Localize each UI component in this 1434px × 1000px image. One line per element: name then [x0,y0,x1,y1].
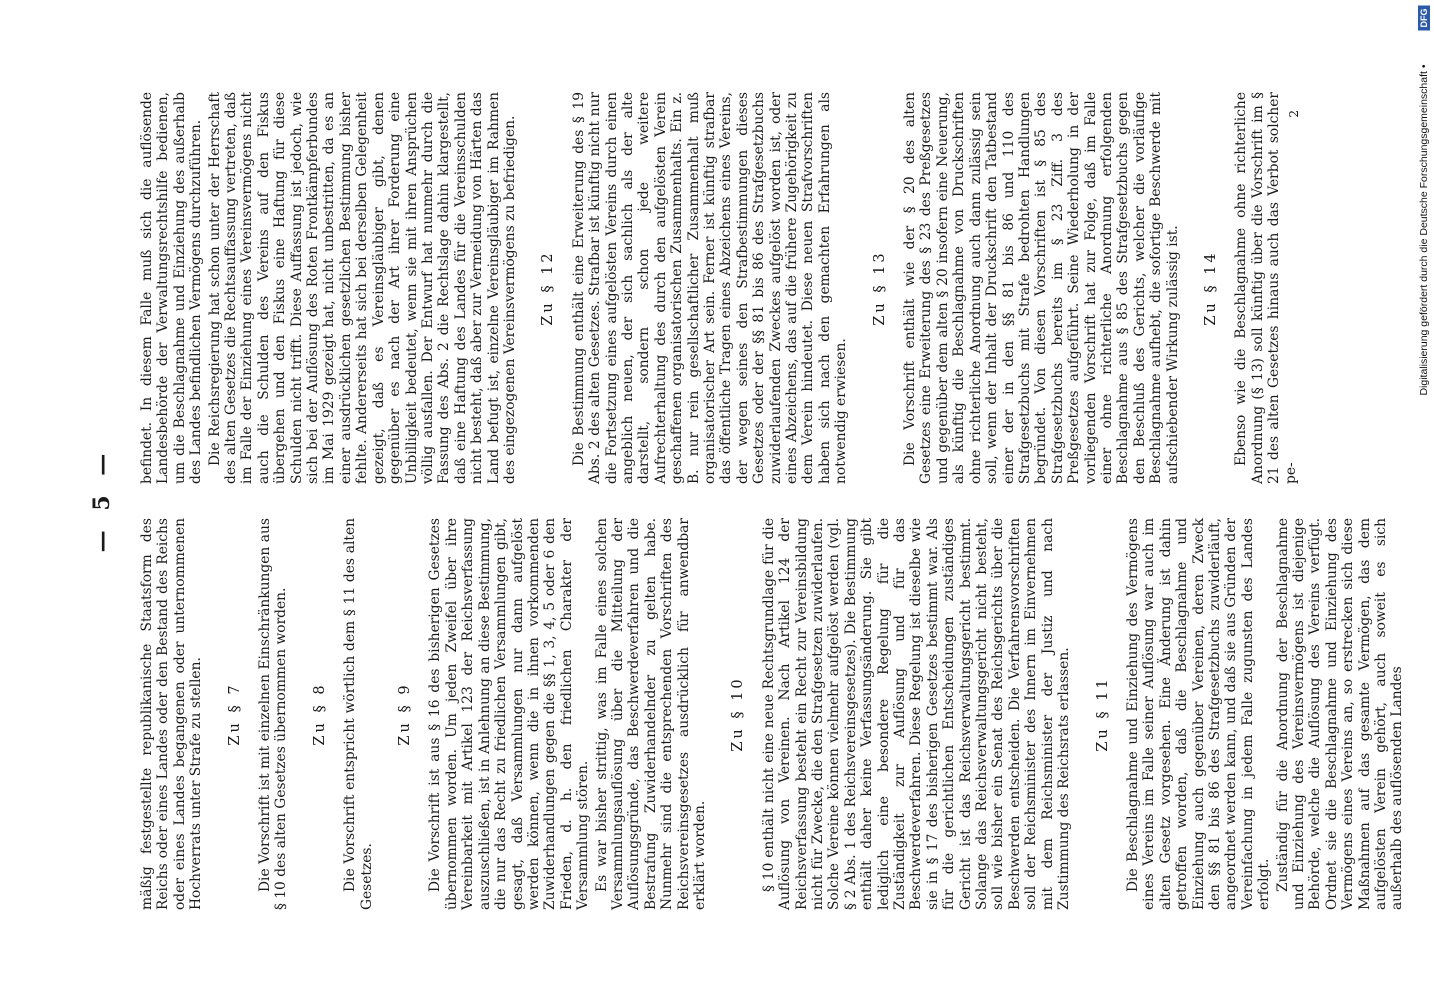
paragraph: Ebenso wie die Beschlagnahme ohne richterliche Anordnung (§ 13) soll künftig über die Vorschrift im § 21 des alten Gesetzes hinaus auch das Verbot solcher pe- [1233,92,1299,484]
paragraph: Die Reichsregierung hat schon unter der Herrschaft des alten Gesetzes die Rechtsauffassung vertreten, daß im Falle der Einziehung eines Vereinsvermögens nicht auch die Schulden des Vereins auf den Fiskus übergehen und den Fiskus eine Haftung für diese Schulden nicht trifft. Diese Auffassung ist jedoch, wie sich bei der Auflösung des Roten Frontkämpferbundes im Mai 1929 gezeigt hat, nicht unbestritten, da es an einer ausdrücklichen gesetzlichen Bestimmung bisher fehlte. Andererseits hat sich bei derselben Gelegenheit gezeigt, daß es Vereinsgläubiger gibt, denen gegenüber es nach der Art ihrer Forderung eine Unbilligkeit bedeutet, wenn sie mit ihren Ansprüchen völlig ausfallen. Der Entwurf hat nunmehr durch die Fassung des Abs. 2 die Rechtslage dahin klargestellt, daß eine Haftung des Landes für die Vereinsschulden nicht besteht, daß aber zur Vermeidung von Härten das Land befugt ist, einzelne Vereinsgläubiger im Rahmen des eingezogenen Vereinsvermögens zu befriedigen. [206,92,518,484]
sheet-signature: 2 [1287,110,1301,118]
paragraph: Die Bestimmung enthält eine Erweiterung des § 19 Abs. 2 des alten Gesetzes. Strafbar ist künftig nicht nur die Fortsetzung eines aufgelösten Vereins durch einen angeblich neuen, der sich sachlich als der alte darstellt, sondern schon jede weitere Aufrechterhaltung des durch den aufgelösten Verein geschaffenen organisatorischen Zusammenhalts. Ein z. B. nur rein gesellschaftlicher Zusammenhalt muß organisatorischer Art sein. Ferner ist künftig strafbar das öffentliche Tragen eines Abzeichens eines Vereins, der wegen seines den Strafbestimmungen dieses Gesetzes oder der §§ 81 bis 86 des Strafgesetzbuchs zuwiderlaufenden Zweckes aufgelöst worden ist, oder eines Abzeichens, das auf die frühere Zugehörigkeit zu dem Verein hindeutet. Diese neuen Strafvorschriften haben sich nach den gemachten Erfahrungen als notwendig erwiesen. [570,92,850,484]
paragraph: Zuständig für die Anordnung der Beschlagnahme und Einziehung des Vereinsvermögens ist diejenige Behörde, welche die Auflösung des Vereins verfügt. Ordnet sie die Beschlagnahme und Einziehung des Vermögens eines Vereins an, so erstrecken sich diese Maßnahmen auf das gesamte Vermögen, das dem aufgelösten Verein gehört, auch soweit es sich außerhalb des auflösenden Landes [1274,518,1406,910]
paragraph: Die Vorschrift enthält wie der § 20 des alten Gesetzes eine Erweiterung des § 23 des Preßgesetzes und gegenüber dem alten § 20 insofern eine Neuerung, als künftig die Beschlagnahme von Druckschriften ohne richterliche Anordnung auch dann zulässig sein soll, wenn der Inhalt der Druckschrift den Tatbestand einer der in den §§ 81 bis 86 und 110 des Strafgesetzbuchs mit Strafe bedrohten Handlungen begründet. Von diesen Vorschriften ist § 85 des Strafgesetzbuchs bereits im § 23 Ziff. 3 des Preßgesetzes aufgeführt. Seine Wiederholung in der vorliegenden Vorschrift hat zur Folge, daß im Falle einer ohne richterliche Anordnung erfolgenden Beschlagnahme aus § 85 des Strafgesetzbuchs gegen den Beschluß des Gerichts, welcher die vorläufige Beschlagnahme aufhebt, die sofortige Beschwerde mit aufschiebender Wirkung zulässig ist. [902,92,1181,484]
section-heading-11: Zu § 11 [1094,676,1111,752]
left-column [139,518,1406,910]
paragraph: Es war bisher strittig, was im Falle eines solchen Versammlungsauflösung über die Mitteilung der Auflösungsgründe, das Beschwerdeverfahren und die Bestrafung Zuwiderhandelnder zu gelten habe. Nunmehr sind die entsprechenden Vorschriften des Reichsvereinsgesetzes ausdrücklich für anwendbar erklärt worden. [593,518,708,910]
right-column [139,92,1299,484]
section-heading-9: Zu § 9 [397,682,414,746]
section-heading-13: Zu § 13 [871,250,888,326]
digitization-credit-text: Digitalisierung gefördert durch die Deutsche Forschungsgemeinschaft • [1418,64,1430,396]
page-number-header: — 5 — [89,447,115,553]
section-heading-14: Zu § 14 [1202,250,1219,326]
paragraph: Die Vorschrift ist aus § 16 des bisherigen Gesetzes übernommen worden. Um jeden Zweifel über ihre Vereinbarkeit mit Artikel 123 der Reichsverfassung auszuschließen, ist in Anlehnung an diese Bestimmung, die nur das Recht zu friedlichen Versammlungen gibt, gesagt, daß Versammlungen nur dann aufgelöst werden können, wenn die in ihnen vorkommenden Zuwiderhandlungen gegen die §§ 1, 3, 4, 5 oder 6 den Frieden, d. h. den friedlichen Charakter der Versammlung stören. [427,518,592,910]
dfg-logo-icon: DFG [1418,6,1430,31]
section-heading-7: Zu § 7 [226,682,243,746]
paragraph: Die Beschlagnahme und Einziehung des Vermögens eines Vereins im Falle seiner Auflösung war auch im alten Gesetz vorgesehen. Eine Änderung ist dahin getroffen worden, daß die Beschlagnahme und Einziehung auch gegenüber Vereinen, deren Zweck den §§ 81 bis 86 des Strafgesetzbuchs zuwiderläuft, angeordnet werden kann, und daß sie aus Gründen der Vereinfachung in jedem Falle zugunsten des Landes erfolgt. [1124,518,1273,910]
section-heading-10: Zu § 10 [730,676,747,752]
paragraph: § 10 enthält nicht eine neue Rechtsgrundlage für die Auflösung von Vereinen. Nach Artikel 124 der Reichsverfassung besteht ein Recht zur Vereinsbildung nicht für Zwecke, die den Strafgesetzen zuwiderlaufen. Solche Vereine können vielmehr aufgelöst werden (vgl. § 2 Abs. 1 des Reichsvereinsgesetzes). Die Bestimmung enthält daher keine Verfassungsänderung. Sie gibt lediglich eine besondere Regelung für die Zuständigkeit zur Auflösung und für das Beschwerdeverfahren. Diese Regelung ist dieselbe wie sie in § 17 des bisherigen Gesetzes bestimmt war. Als für die gerichtlichen Entscheidungen zuständiges Gericht ist das Reichsverwaltungsgericht bestimmt. Solange das Reichsverwaltungsgericht nicht besteht, soll wie bisher ein Senat des Reichsgerichts über die Beschwerden entscheiden. Die Verfahrensvorschriften soll der Reichsminister des Innern im Einvernehmen mit dem Reichsminister der Justiz und nach Zustimmung des Reichsrats erlassen. [760,518,1073,910]
paragraph: Die Vorschrift entspricht wörtlich dem § 11 des alten Gesetzes. [342,518,375,910]
document-page [83,70,1406,930]
section-heading-8: Zu § 8 [311,682,328,746]
paragraph: befindet. In diesem Falle muß sich die auflösende Landesbehörde der Verwaltungsrechtshilfe bedienen, um die Beschlagnahme und Einziehung des außerhalb des Landes befindlichen Vermögens durchzuführen. [139,92,205,484]
paragraph: mäßig festgestellte republikanische Staatsform des Reichs oder eines Landes oder den Bestand des Reichs oder eines Landes begangenen oder unternommenen Hochverrats unter Strafe zu stellen. [139,518,205,910]
digitization-credit-bar [1414,0,1434,1000]
section-heading-12: Zu § 12 [540,250,557,326]
paragraph: Die Vorschrift ist mit einzelnen Einschränkungen aus § 10 des alten Gesetzes übernommen worden. [257,518,290,910]
